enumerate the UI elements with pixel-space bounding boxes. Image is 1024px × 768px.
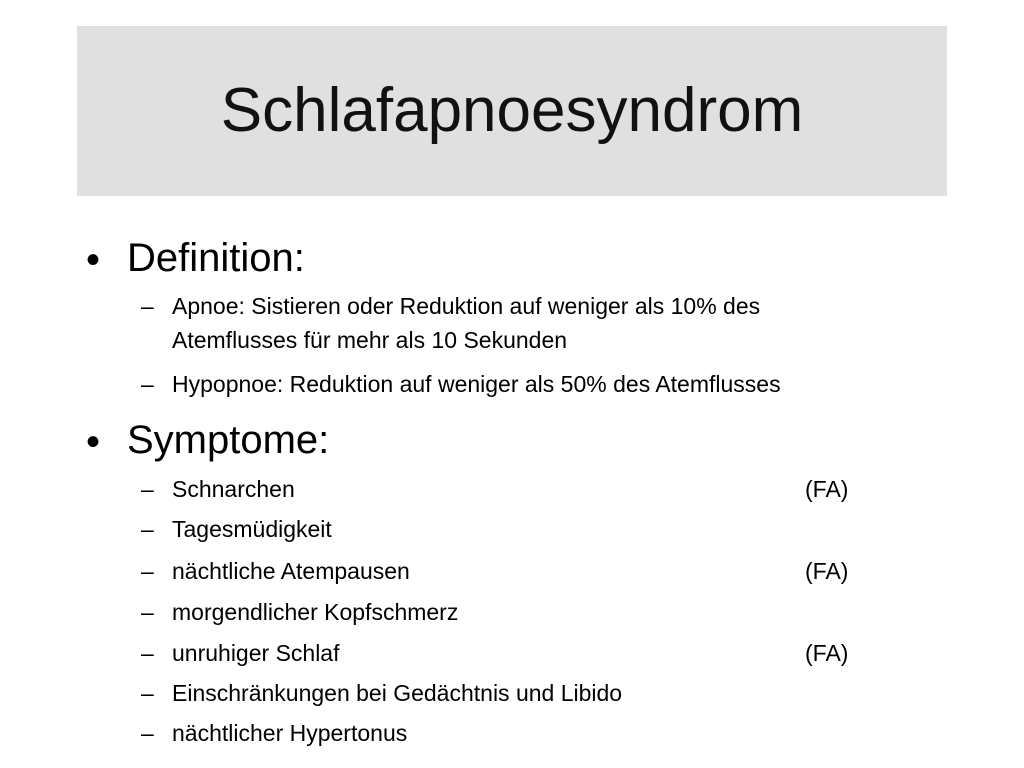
- list-item-hypopnoe: Hypopnoe: Reduktion auf weniger als 50% des Atemflusses: [172, 371, 781, 397]
- list-item-apnoe-line1: Apnoe: Sistieren oder Reduktion auf weniger als 10% des: [172, 293, 761, 319]
- bullet-dot-icon: •: [86, 420, 101, 464]
- list-item-symptom: nächtliche Atempausen: [172, 558, 410, 584]
- list-item-symptom: morgendlicher Kopfschmerz: [172, 599, 459, 625]
- dash-icon: –: [141, 476, 154, 502]
- dash-icon: –: [141, 599, 154, 625]
- section-heading-definition: Definition:: [127, 236, 305, 280]
- dash-icon: –: [141, 371, 154, 397]
- dash-icon: –: [141, 516, 154, 542]
- dash-icon: –: [141, 640, 154, 666]
- list-item-symptom: Einschränkungen bei Gedächtnis und Libido: [172, 680, 623, 706]
- dash-icon: –: [141, 558, 154, 584]
- slide-title: Schlafapnoesyndrom: [220, 76, 804, 145]
- list-item-symptom: Schnarchen: [172, 476, 295, 502]
- dash-icon: –: [141, 680, 154, 706]
- list-item-symptom: Tagesmüdigkeit: [172, 516, 332, 542]
- list-item-apnoe-line2: Atemflusses für mehr als 10 Sekunden: [172, 327, 568, 353]
- section-heading-symptome: Symptome:: [127, 418, 330, 462]
- list-item-tag: (FA): [805, 558, 849, 584]
- dash-icon: –: [141, 293, 154, 319]
- list-item-symptom: unruhiger Schlaf: [172, 640, 340, 666]
- list-item-symptom: nächtlicher Hypertonus: [172, 720, 408, 746]
- list-item-tag: (FA): [805, 640, 849, 666]
- list-item-tag: (FA): [805, 476, 849, 502]
- dash-icon: –: [141, 720, 154, 746]
- bullet-dot-icon: •: [86, 238, 101, 282]
